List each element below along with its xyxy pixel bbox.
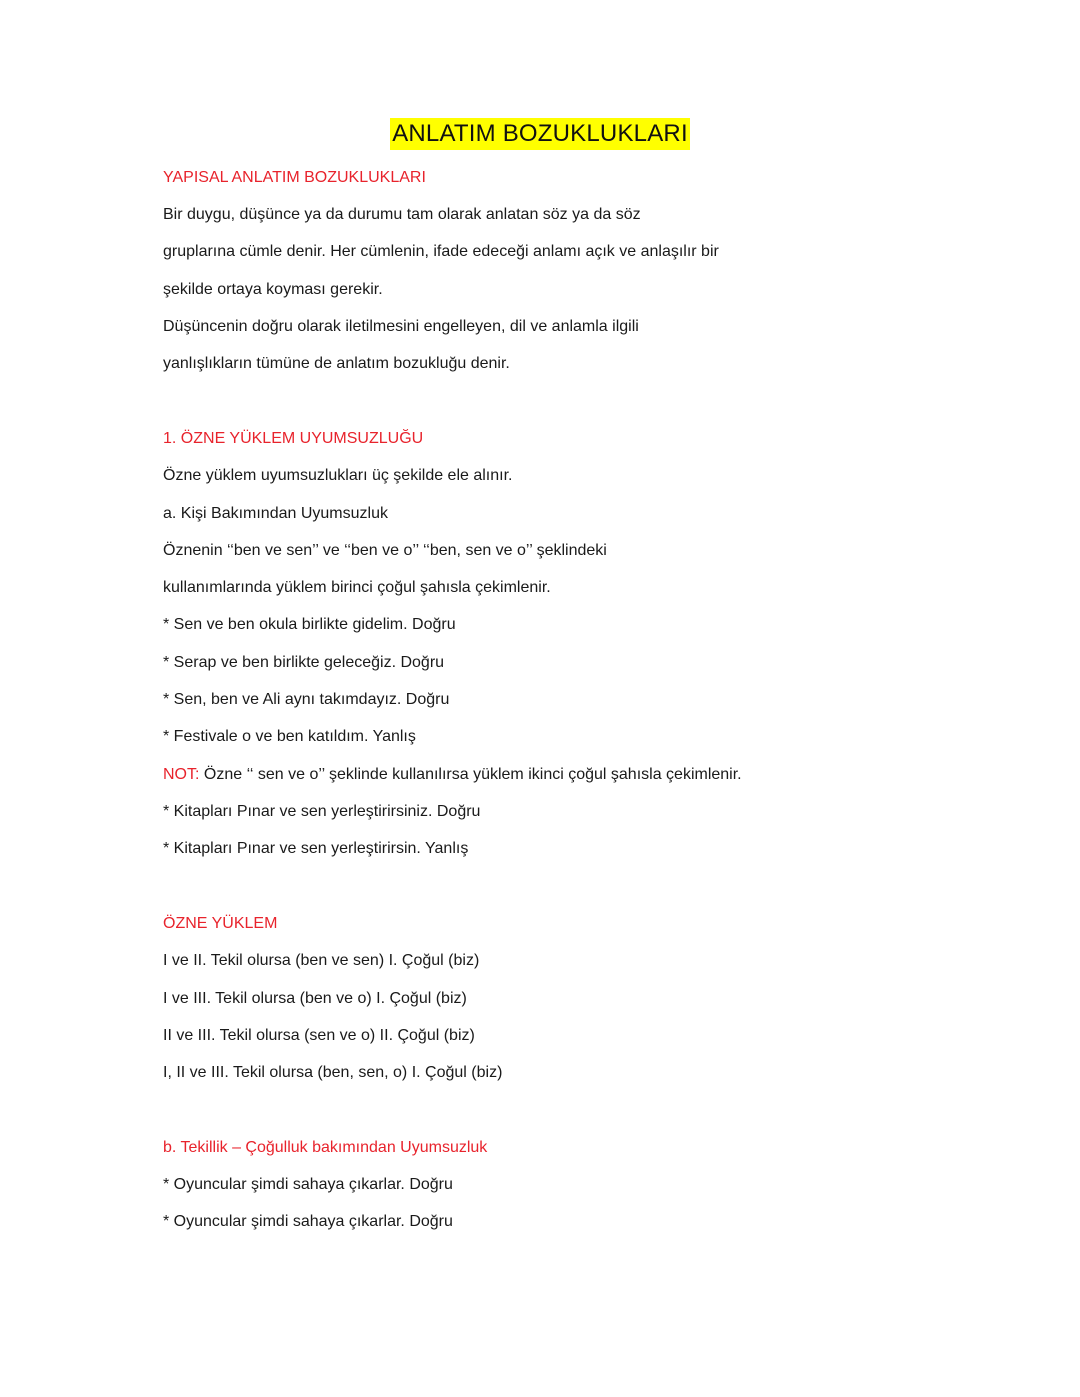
- example-line: * Oyuncular şimdi sahaya çıkarlar. Doğru: [163, 1176, 453, 1193]
- paragraph-line: Öznenin ‘‘ben ve sen’’ ve ‘‘ben ve o’’ ‘‘ben, sen ve o’’ şeklindeki: [163, 542, 607, 559]
- subheading-kisi: a. Kişi Bakımından Uyumsuzluk: [163, 505, 388, 522]
- paragraph-line: şekilde ortaya koyması gerekir.: [163, 281, 383, 298]
- example-line: * Kitapları Pınar ve sen yerleştirirsiniz. Doğru: [163, 803, 481, 820]
- example-line: * Festivale o ve ben katıldım. Yanlış: [163, 728, 416, 745]
- example-line: * Serap ve ben birlikte geleceğiz. Doğru: [163, 654, 445, 671]
- example-line: * Oyuncular şimdi sahaya çıkarlar. Doğru: [163, 1213, 453, 1230]
- section-heading-ozne-yuklem: 1. ÖZNE YÜKLEM UYUMSUZLUĞU: [163, 430, 424, 447]
- paragraph-line: Özne yüklem uyumsuzlukları üç şekilde ele alınır.: [163, 467, 513, 484]
- paragraph-line: Düşüncenin doğru olarak iletilmesini engelleyen, dil ve anlamla ilgili: [163, 318, 639, 335]
- note-label: NOT:: [163, 766, 200, 783]
- table-row: I ve III. Tekil olursa (ben ve o) I. Çoğul (biz): [163, 990, 467, 1007]
- note-text: Özne ‘‘ sen ve o’’ şeklinde kullanılırsa yüklem ikinci çoğul şahısla çekimlenir.: [199, 766, 742, 783]
- paragraph-line: yanlışlıkların tümüne de anlatım bozukluğu denir.: [163, 355, 510, 372]
- paragraph-line: Bir duygu, düşünce ya da durumu tam olarak anlatan söz ya da söz: [163, 206, 641, 223]
- section-heading-tekillik: b. Tekillik – Çoğulluk bakımından Uyumsuzluk: [163, 1139, 488, 1156]
- title-container: [0, 118, 1080, 150]
- example-line: * Sen ve ben okula birlikte gidelim. Doğru: [163, 616, 456, 633]
- example-line: * Sen, ben ve Ali aynı takımdayız. Doğru: [163, 691, 450, 708]
- section-heading-yapisal: YAPISAL ANLATIM BOZUKLUKLARI: [163, 169, 426, 186]
- example-line: * Kitapları Pınar ve sen yerleştirirsin. Yanlış: [163, 840, 469, 857]
- paragraph-line: kullanımlarında yüklem birinci çoğul şahısla çekimlenir.: [163, 579, 551, 596]
- table-row: I, II ve III. Tekil olursa (ben, sen, o) I. Çoğul (biz): [163, 1064, 503, 1081]
- page-title: ANLATIM BOZUKLUKLARI: [390, 118, 690, 150]
- paragraph-line: gruplarına cümle denir. Her cümlenin, ifade edeceği anlamı açık ve anlaşılır bir: [163, 243, 719, 260]
- table-row: II ve III. Tekil olursa (sen ve o) II. Çoğul (biz): [163, 1027, 475, 1044]
- section-heading-ozne-yuklem-table: ÖZNE YÜKLEM: [163, 915, 278, 932]
- table-row: I ve II. Tekil olursa (ben ve sen) I. Çoğul (biz): [163, 952, 480, 969]
- note-line: [163, 764, 742, 786]
